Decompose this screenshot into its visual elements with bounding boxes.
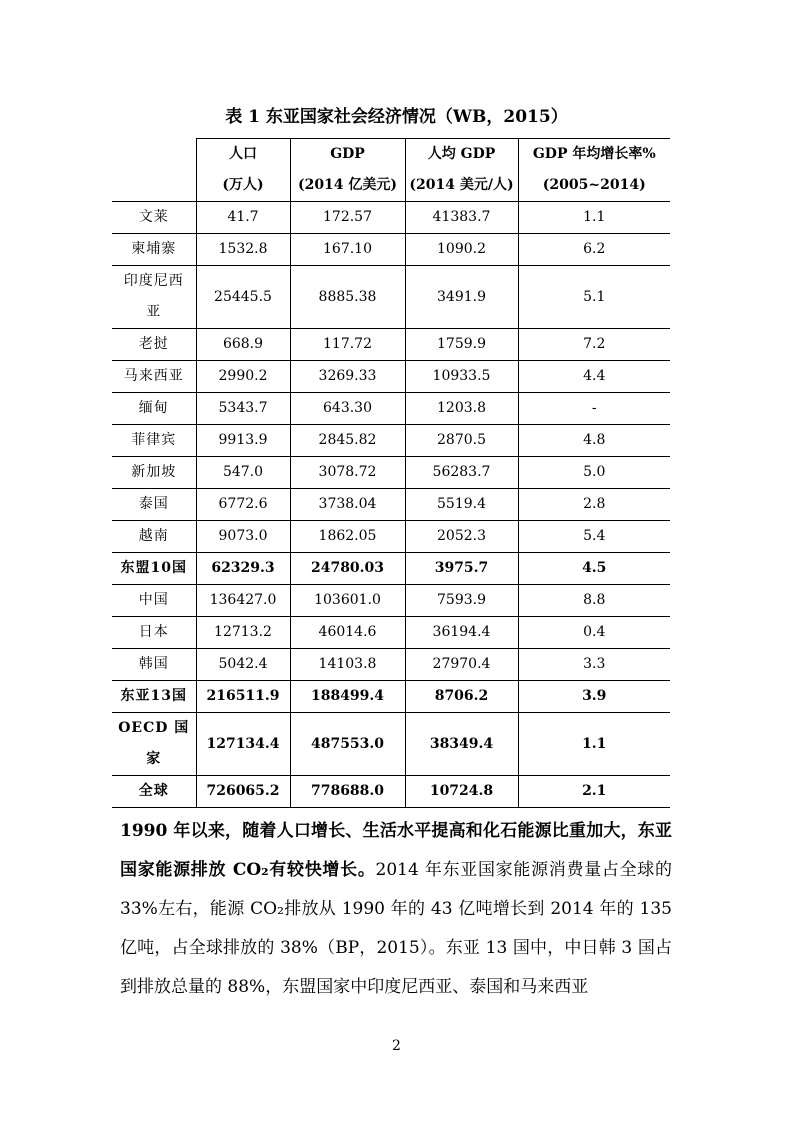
table-row-subtotal bbox=[112, 553, 670, 585]
row-population: 12713.2 bbox=[196, 617, 290, 649]
row-name: 文莱 bbox=[112, 202, 196, 234]
table-row-subtotal bbox=[112, 681, 670, 713]
table-row bbox=[112, 202, 670, 234]
row-name: 东亚13国 bbox=[112, 681, 196, 713]
row-gdp: 24780.03 bbox=[290, 553, 405, 585]
row-growth: 1.1 bbox=[518, 202, 670, 234]
row-gdp: 1862.05 bbox=[290, 521, 405, 553]
row-gdp: 172.57 bbox=[290, 202, 405, 234]
row-growth: 4.5 bbox=[518, 553, 670, 585]
row-gdp-per-capita: 2052.3 bbox=[405, 521, 518, 553]
row-growth: 5.4 bbox=[518, 521, 670, 553]
row-gdp: 117.72 bbox=[290, 329, 405, 361]
table-row bbox=[112, 361, 670, 393]
row-gdp: 778688.0 bbox=[290, 776, 405, 808]
row-gdp-per-capita: 27970.4 bbox=[405, 649, 518, 681]
row-gdp: 14103.8 bbox=[290, 649, 405, 681]
row-name: 老挝 bbox=[112, 329, 196, 361]
row-growth: 2.8 bbox=[518, 489, 670, 521]
table-row bbox=[112, 329, 670, 361]
row-name: 柬埔寨 bbox=[112, 234, 196, 266]
row-name: 韩国 bbox=[112, 649, 196, 681]
table-row bbox=[112, 585, 670, 617]
row-gdp: 487553.0 bbox=[290, 713, 405, 776]
row-gdp-per-capita: 41383.7 bbox=[405, 202, 518, 234]
row-gdp: 3738.04 bbox=[290, 489, 405, 521]
table-row bbox=[112, 425, 670, 457]
row-growth: 0.4 bbox=[518, 617, 670, 649]
row-growth: 5.0 bbox=[518, 457, 670, 489]
row-name: 东盟10国 bbox=[112, 553, 196, 585]
row-growth: 3.9 bbox=[518, 681, 670, 713]
row-gdp-per-capita: 3975.7 bbox=[405, 553, 518, 585]
row-population: 1532.8 bbox=[196, 234, 290, 266]
paragraph-body: 2014 年东亚国家能源消费量占全球的 33%左右，能源 CO₂排放从 1990 年的 43 亿吨增长到 2014 年的 135 亿吨，占全球排放的 38%（BP，2015）。东亚 13 国中，中日韩 3 国占到排放总量的 88%，东盟国家中印度尼西亚、泰国和马来西亚 bbox=[120, 860, 672, 997]
row-gdp-per-capita: 1203.8 bbox=[405, 393, 518, 425]
row-gdp: 46014.6 bbox=[290, 617, 405, 649]
header-population: 人口 (万人) bbox=[196, 139, 290, 202]
table-row bbox=[112, 266, 670, 329]
row-gdp: 167.10 bbox=[290, 234, 405, 266]
row-gdp-per-capita: 1090.2 bbox=[405, 234, 518, 266]
row-gdp: 643.30 bbox=[290, 393, 405, 425]
row-gdp: 2845.82 bbox=[290, 425, 405, 457]
row-growth: 5.1 bbox=[518, 266, 670, 329]
row-growth: 3.3 bbox=[518, 649, 670, 681]
row-gdp: 3269.33 bbox=[290, 361, 405, 393]
row-population: 726065.2 bbox=[196, 776, 290, 808]
table-row bbox=[112, 649, 670, 681]
row-gdp-per-capita: 36194.4 bbox=[405, 617, 518, 649]
row-population: 547.0 bbox=[196, 457, 290, 489]
row-population: 62329.3 bbox=[196, 553, 290, 585]
row-gdp-per-capita: 5519.4 bbox=[405, 489, 518, 521]
row-name: OECD 国 家 bbox=[112, 713, 196, 776]
table-row bbox=[112, 489, 670, 521]
row-name: 中国 bbox=[112, 585, 196, 617]
row-growth: 4.8 bbox=[518, 425, 670, 457]
row-growth: 7.2 bbox=[518, 329, 670, 361]
table-row bbox=[112, 457, 670, 489]
row-gdp: 188499.4 bbox=[290, 681, 405, 713]
row-gdp-per-capita: 38349.4 bbox=[405, 713, 518, 776]
row-name: 全球 bbox=[112, 776, 196, 808]
page-number: 2 bbox=[392, 1038, 401, 1054]
row-name: 泰国 bbox=[112, 489, 196, 521]
row-name: 越南 bbox=[112, 521, 196, 553]
row-gdp: 8885.38 bbox=[290, 266, 405, 329]
row-name: 日本 bbox=[112, 617, 196, 649]
row-population: 9913.9 bbox=[196, 425, 290, 457]
row-name: 缅甸 bbox=[112, 393, 196, 425]
header-corner bbox=[112, 139, 196, 202]
row-gdp-per-capita: 1759.9 bbox=[405, 329, 518, 361]
row-growth: 6.2 bbox=[518, 234, 670, 266]
body-paragraph bbox=[120, 812, 672, 1007]
row-gdp-per-capita: 56283.7 bbox=[405, 457, 518, 489]
table-header-row bbox=[112, 139, 670, 202]
table-row bbox=[112, 617, 670, 649]
row-growth: - bbox=[518, 393, 670, 425]
row-gdp: 103601.0 bbox=[290, 585, 405, 617]
row-population: 6772.6 bbox=[196, 489, 290, 521]
row-gdp: 3078.72 bbox=[290, 457, 405, 489]
row-growth: 1.1 bbox=[518, 713, 670, 776]
row-name: 马来西亚 bbox=[112, 361, 196, 393]
row-gdp-per-capita: 10933.5 bbox=[405, 361, 518, 393]
row-population: 216511.9 bbox=[196, 681, 290, 713]
row-growth: 2.1 bbox=[518, 776, 670, 808]
row-growth: 8.8 bbox=[518, 585, 670, 617]
socioeconomic-table bbox=[112, 138, 670, 808]
row-gdp-per-capita: 7593.9 bbox=[405, 585, 518, 617]
paragraph-lead-bold: 1990 年以来，随着人口增长、生活水平提高和化石能源比重加大，东亚国家能源排放 CO₂有较快增长。 bbox=[120, 821, 672, 880]
row-gdp-per-capita: 10724.8 bbox=[405, 776, 518, 808]
row-population: 5042.4 bbox=[196, 649, 290, 681]
header-gdp: GDP (2014 亿美元) bbox=[290, 139, 405, 202]
table-row bbox=[112, 234, 670, 266]
row-population: 5343.7 bbox=[196, 393, 290, 425]
row-population: 9073.0 bbox=[196, 521, 290, 553]
table-row-total bbox=[112, 776, 670, 808]
table-row bbox=[112, 521, 670, 553]
header-gdp-per-capita: 人均 GDP (2014 美元/人) bbox=[405, 139, 518, 202]
row-population: 668.9 bbox=[196, 329, 290, 361]
row-population: 25445.5 bbox=[196, 266, 290, 329]
row-population: 136427.0 bbox=[196, 585, 290, 617]
row-growth: 4.4 bbox=[518, 361, 670, 393]
row-name: 新加坡 bbox=[112, 457, 196, 489]
row-name: 菲律宾 bbox=[112, 425, 196, 457]
table-row-oecd bbox=[112, 713, 670, 776]
row-gdp-per-capita: 8706.2 bbox=[405, 681, 518, 713]
header-gdp-growth: GDP 年均增长率% (2005~2014) bbox=[518, 139, 670, 202]
row-gdp-per-capita: 3491.9 bbox=[405, 266, 518, 329]
row-population: 127134.4 bbox=[196, 713, 290, 776]
row-name: 印度尼西 亚 bbox=[112, 266, 196, 329]
row-population: 41.7 bbox=[196, 202, 290, 234]
table-title: 表 1 东亚国家社会经济情况（WB，2015） bbox=[225, 107, 568, 127]
row-population: 2990.2 bbox=[196, 361, 290, 393]
row-gdp-per-capita: 2870.5 bbox=[405, 425, 518, 457]
table-row bbox=[112, 393, 670, 425]
